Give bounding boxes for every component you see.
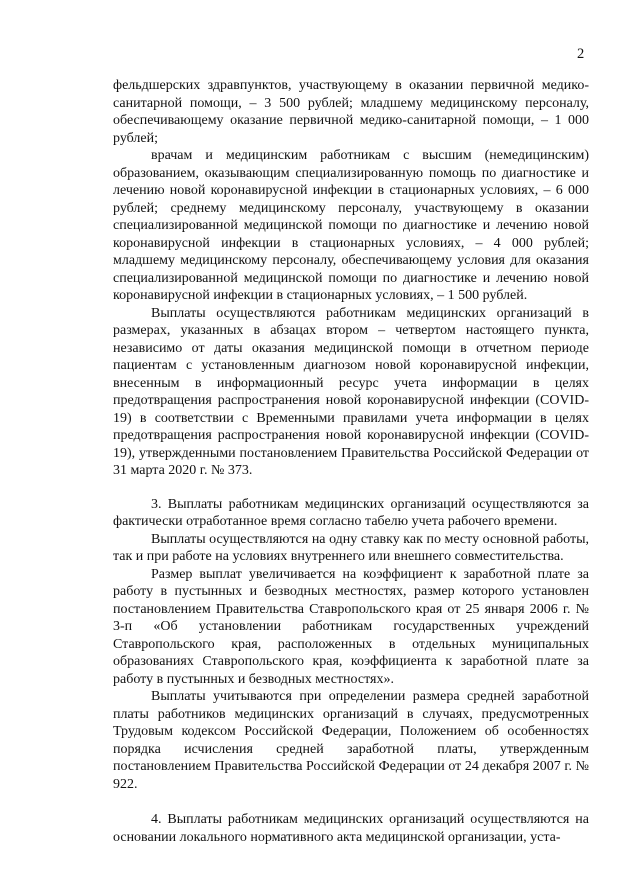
paragraph-continuation: фельдшерских здравпунктов, участвующему в оказании первичной медико-санитарной помощи, – 3 500 рублей; младшему медицинскому персоналу, обеспечивающему оказание первичной медико-санитарной помощи, – 1 000 рублей; <box>113 78 589 146</box>
paragraph-item-4: 4. Выплаты работникам медицинских организаций осуществляются на основании локального нормативного акта медицинской организации, уста- <box>113 812 589 845</box>
document-body <box>113 77 589 846</box>
paragraph-average-salary: Выплаты учитываются при определении размера средней заработной платы работников медицинских организаций в случаях, предусмотренных Трудовым кодексом Российской Федерации, Положением об особенностях порядка исчисления средней заработной платы, утвержденным постановлением Правительства Российской Федерации от 24 декабря 2007 г. № 922. <box>113 689 589 792</box>
paragraph-payment-conditions: Выплаты осуществляются работникам медицинских организаций в размерах, указанных в абзацах втором – четвертом настоящего пункта, независимо от даты оказания медицинской помощи в отчетном периоде пациентам с установленным диагнозом новой коронавирусной инфекции, внесенным в информационный ресурс учета информации в целях предотвращения распространения новой коронавирусной инфекции (COVID-19) в соответствии с Временными правилами учета информации в целях предотвращения распространения новой коронавирусной инфекции (COVID-19), утвержденными постановлением Правительства Российской Федерации от 31 марта 2020 г. № 373. <box>113 305 589 478</box>
paragraph-single-rate: Выплаты осуществляются на одну ставку как по месту основной работы, так и при работе на условиях внутреннего или внешнего совместительства. <box>113 531 589 564</box>
page-number: 2 <box>577 46 585 62</box>
paragraph-coefficient: Размер выплат увеличивается на коэффициент к заработной плате за работу в пустынных и безводных местностях, размер которого установлен постановлением Правительства Ставропольского края от 25 января 2006 г. № 3-п «Об установлении работникам государственных учреждений Ставропольского края, расположенных в отдельных муниципальных образованиях Ставропольского края, коэффициента к заработной плате за работу в пустынных и безводных местностях». <box>113 566 589 687</box>
paragraph-item-3: 3. Выплаты работникам медицинских организаций осуществляются за фактически отработанное время согласно табелю учета рабочего времени. <box>113 496 589 529</box>
paragraph-doctors-payments: врачам и медицинским работникам с высшим (немедицинским) образованием, оказывающим специализированную помощь по диагностике и лечению новой коронавирусной инфекции в стационарных условиях, – 6 000 рублей; среднему медицинскому персоналу, участвующему в оказании специализированной медицинской помощи по диагностике и лечению новой коронавирусной инфекции в стационарных условиях, – 4 000 рублей; младшему медицинскому персоналу, обеспечивающему условия для оказания специализированной медицинской помощи по диагностике и лечению новой коронавирусной инфекции в стационарных условиях, – 1 500 рублей. <box>113 148 589 303</box>
